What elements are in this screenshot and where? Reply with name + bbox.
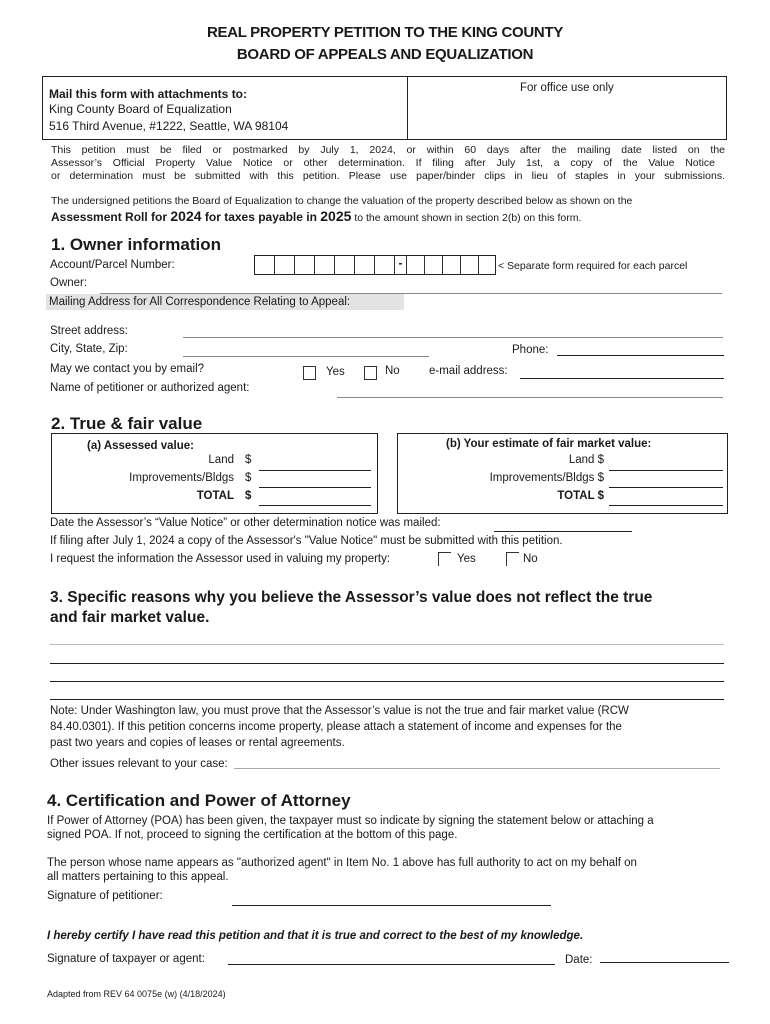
certification-statement: I hereby certify I have read this petition and that it is true and correct to the best of my knowledge. bbox=[47, 930, 584, 942]
assessed-total-label: TOTAL bbox=[196, 490, 234, 502]
assessed-land-input[interactable] bbox=[259, 470, 371, 471]
request-no-checkbox[interactable] bbox=[506, 552, 519, 566]
assessed-total-input[interactable] bbox=[259, 505, 371, 506]
notice-date-label: Date the Assessor’s “Value Notice” or other determination notice was mailed: bbox=[50, 517, 441, 529]
reasons-line-2[interactable] bbox=[50, 663, 724, 664]
other-issues-label: Other issues relevant to your case: bbox=[50, 758, 228, 770]
note-line-1: Note: Under Washington law, you must prove that the Assessor’s value is not the true and fair market value (RCW bbox=[50, 705, 629, 717]
date-input[interactable] bbox=[600, 962, 729, 963]
office-use-label: For office use only bbox=[520, 82, 614, 94]
reasons-line-4[interactable] bbox=[50, 699, 724, 700]
email-address-input[interactable] bbox=[520, 378, 724, 379]
section3-heading-line2: and fair market value. bbox=[50, 609, 210, 626]
request-yes-label: Yes bbox=[457, 553, 476, 565]
estimate-land-input[interactable] bbox=[609, 470, 723, 471]
poa-line-2: signed POA. If not, proceed to signing the certification at the bottom of this page. bbox=[47, 829, 458, 841]
email-no-label: No bbox=[385, 365, 400, 377]
authority-line-2: all matters pertaining to this appeal. bbox=[47, 871, 229, 883]
email-yes-checkbox[interactable] bbox=[303, 366, 316, 380]
estimate-land-label: Land $ bbox=[568, 454, 604, 466]
form-title-line1: REAL PROPERTY PETITION TO THE KING COUNTY bbox=[206, 24, 564, 41]
other-issues-input[interactable] bbox=[234, 768, 720, 769]
intro-line-2: Assessor’s Official Property Value Notice or other determination. If filing after July 1st, a copy of the Value Notice bbox=[51, 157, 715, 169]
street-input[interactable] bbox=[183, 337, 723, 338]
taxpayer-signature-label: Signature of taxpayer or agent: bbox=[47, 953, 205, 965]
estimate-improvements-label: Improvements/Bldgs $ bbox=[489, 472, 604, 484]
assessed-total-dollar: $ bbox=[245, 490, 252, 502]
request-info-label: I request the information the Assessor used in valuing my property: bbox=[50, 553, 391, 565]
parcel-note: < Separate form required for each parcel bbox=[498, 260, 688, 272]
reasons-line-3[interactable] bbox=[50, 681, 724, 682]
mail-address-2: 516 Third Avenue, #1222, Seattle, WA 98104 bbox=[49, 119, 289, 133]
mail-address-1: King County Board of Equalization bbox=[49, 102, 232, 116]
request-yes-checkbox[interactable] bbox=[438, 552, 451, 566]
owner-label: Owner: bbox=[50, 277, 88, 289]
email-no-checkbox[interactable] bbox=[364, 366, 377, 380]
mailing-address-banner: Mailing Address for All Correspondence Relating to Appeal: bbox=[46, 294, 404, 310]
request-no-label: No bbox=[523, 553, 538, 565]
note-line-2: 84.40.0301). If this petition concerns income property, please attach a statement of income and expenses for the bbox=[50, 721, 622, 733]
assessed-land-dollar: $ bbox=[245, 454, 252, 466]
poa-line-1: If Power of Attorney (POA) has been given, the taxpayer must so indicate by signing the statement below or attaching a bbox=[47, 815, 654, 827]
adapted-footer: Adapted from REV 64 0075e (w) (4/18/2024) bbox=[47, 989, 226, 999]
city-input[interactable] bbox=[183, 356, 429, 357]
section2-heading: 2. True & fair value bbox=[51, 414, 203, 433]
petitioner-signature-input[interactable] bbox=[232, 905, 551, 906]
parcel-dash: - bbox=[395, 256, 407, 275]
city-label: City, State, Zip: bbox=[50, 343, 128, 355]
estimate-total-label: TOTAL $ bbox=[557, 490, 604, 502]
phone-input[interactable] bbox=[557, 355, 724, 356]
email-question: May we contact you by email? bbox=[50, 363, 205, 375]
street-label: Street address: bbox=[50, 325, 128, 337]
estimate-heading: (b) Your estimate of fair market value: bbox=[446, 438, 652, 450]
parcel-number-input[interactable] bbox=[254, 255, 496, 275]
estimate-total-input[interactable] bbox=[609, 505, 723, 506]
agent-input[interactable] bbox=[337, 397, 723, 398]
date-label: Date: bbox=[565, 954, 593, 966]
assessment-roll-line: Assessment Roll for 2024 for taxes payable in 2025 to the amount shown in section 2(b) on this form. bbox=[51, 208, 582, 224]
parcel-label: Account/Parcel Number: bbox=[50, 259, 175, 271]
phone-label: Phone: bbox=[512, 344, 549, 356]
after-july-text: If filing after July 1, 2024 a copy of the Assessor's "Value Notice" must be submitted with this petition. bbox=[50, 535, 563, 547]
note-line-3: past two years and copies of leases or rental agreements. bbox=[50, 737, 345, 749]
undersigned-text: The undersigned petitions the Board of Equalization to change the valuation of the property described below as shown on the bbox=[51, 195, 633, 207]
section3-heading-line1: 3. Specific reasons why you believe the Assessor’s value does not reflect the true bbox=[50, 589, 653, 606]
assessed-improvements-dollar: $ bbox=[245, 472, 252, 484]
petitioner-signature-label: Signature of petitioner: bbox=[47, 890, 163, 902]
assessed-heading: (a) Assessed value: bbox=[87, 440, 194, 452]
assessed-improvements-label: Improvements/Bldgs bbox=[129, 472, 234, 484]
notice-date-input[interactable] bbox=[494, 531, 632, 532]
form-title-line2: BOARD OF APPEALS AND EQUALIZATION bbox=[236, 46, 534, 63]
section1-heading: 1. Owner information bbox=[51, 235, 222, 254]
authority-line-1: The person whose name appears as "authorized agent" in Item No. 1 above has full authority to act on my behalf on bbox=[47, 857, 637, 869]
taxpayer-signature-input[interactable] bbox=[228, 964, 555, 965]
estimate-improvements-input[interactable] bbox=[609, 487, 723, 488]
intro-line-3: or determination must be submitted with this petition. Please use paper/binder clips in lieu of staples in your submissions. bbox=[51, 170, 725, 182]
intro-line-1: This petition must be filed or postmarked by July 1, 2024, or within 60 days after the mailing date listed on the bbox=[51, 144, 725, 156]
mail-heading: Mail this form with attachments to: bbox=[49, 87, 248, 101]
email-address-label: e-mail address: bbox=[429, 365, 508, 377]
assessed-improvements-input[interactable] bbox=[259, 487, 371, 488]
assessed-land-label: Land bbox=[208, 454, 234, 466]
section4-heading: 4. Certification and Power of Attorney bbox=[47, 791, 351, 810]
email-yes-label: Yes bbox=[326, 366, 345, 378]
reasons-line-1[interactable] bbox=[50, 644, 724, 645]
agent-label: Name of petitioner or authorized agent: bbox=[50, 382, 250, 394]
